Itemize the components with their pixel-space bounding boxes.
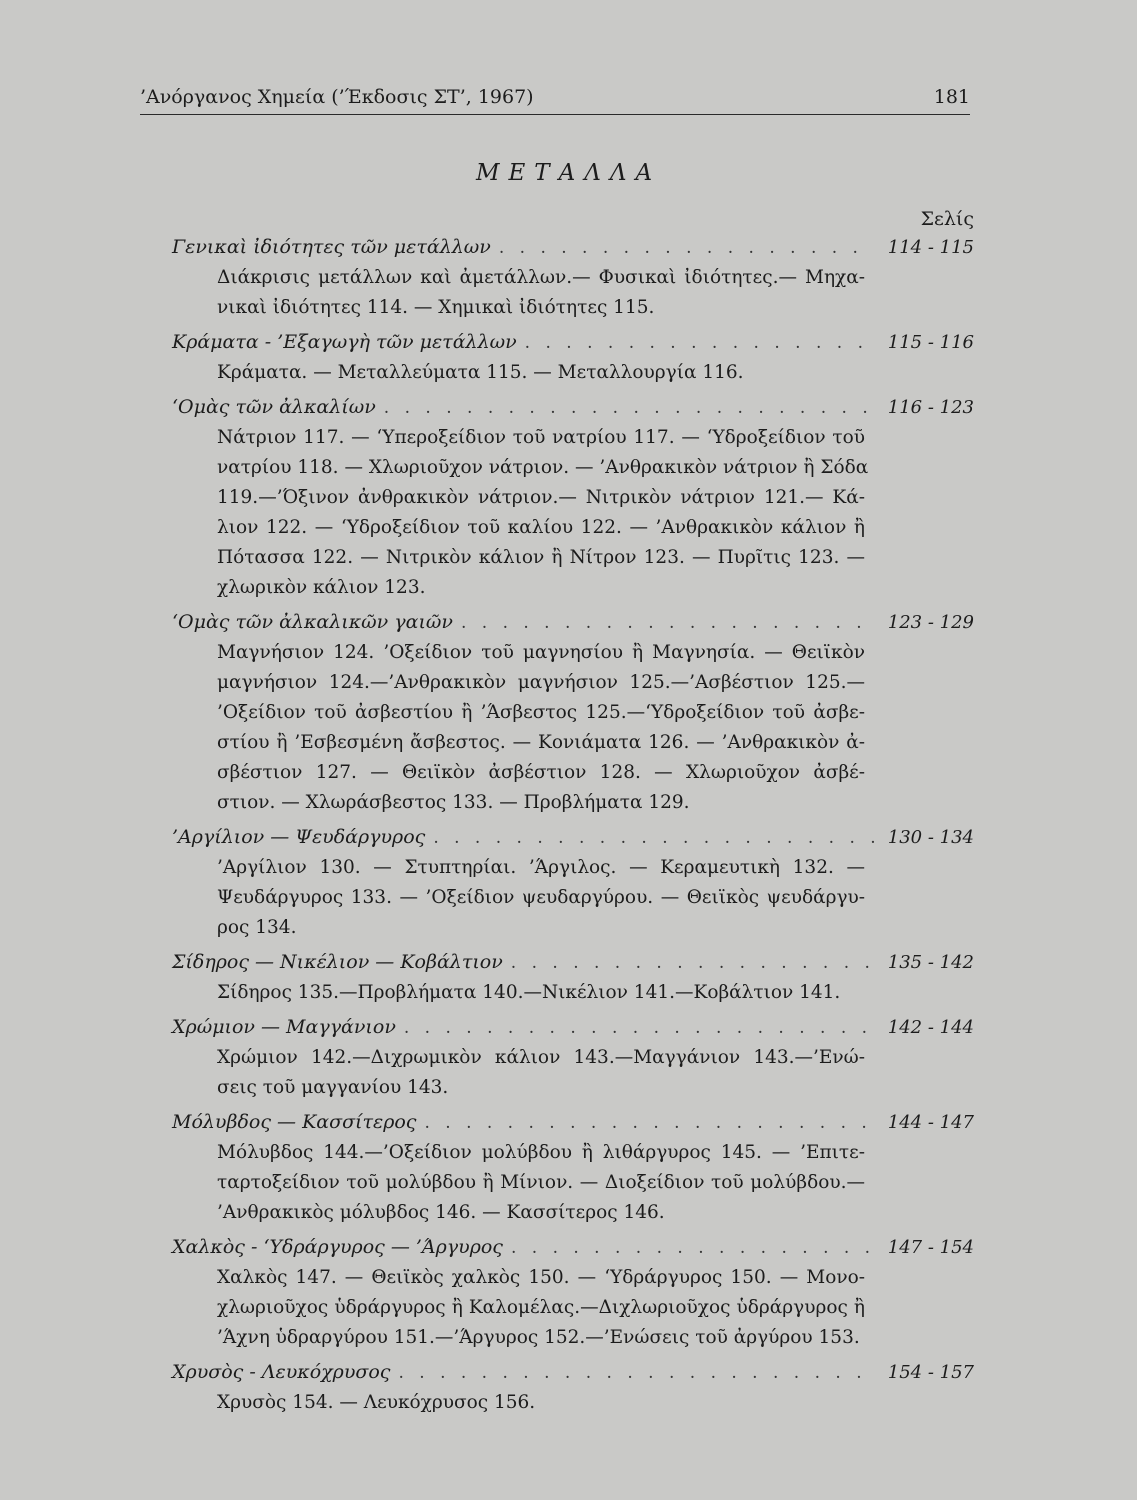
toc-heading-row — [172, 1111, 974, 1138]
toc-body-line: ’Άχνη ὑδραργύρου 151.—’Άργυρος 152.—’Ενώσεις τοῦ ἀργύρου 153. — [217, 1327, 860, 1348]
toc-heading-row — [172, 1236, 974, 1263]
toc-entry — [172, 1361, 974, 1418]
toc-heading: Σίδηρος — Νικέλιον — Κοβάλτιον — [172, 951, 503, 973]
leader-dots — [499, 238, 874, 258]
toc-entry-body — [172, 1263, 865, 1353]
toc-heading: Κράματα - ’Εξαγωγὴ τῶν μετάλλων — [172, 331, 517, 353]
toc-heading: ‘Ομὰς τῶν ἀλκαλικῶν γαιῶν — [172, 611, 453, 633]
toc-page-range: 135 - 142 — [887, 952, 974, 973]
toc-body-line: Σίδηρος 135.—Προβλήματα 140.—Νικέλιον 141.—Κοβάλτιον 141. — [217, 982, 841, 1003]
toc-entry — [172, 826, 974, 943]
pages-column-label: Σελίς — [920, 208, 974, 230]
section-title: ΜΕΤΑΛΛΑ — [475, 160, 662, 186]
toc-body-line: μαγνήσιον 124.—’Ανθρακικὸν μαγνήσιον 125.—’Ασβέστιον 125.— — [217, 672, 865, 693]
toc-page-range: 114 - 115 — [887, 237, 974, 258]
toc-heading: ‘Ομὰς τῶν ἀλκαλίων — [172, 396, 376, 418]
toc-page-range: 147 - 154 — [887, 1237, 974, 1258]
toc-entry-body — [172, 1138, 865, 1228]
toc-page-range: 123 - 129 — [887, 612, 974, 633]
toc-heading: Μόλυβδος — Κασσίτερος — [172, 1111, 417, 1133]
toc-heading-row — [172, 951, 974, 978]
toc-heading-row — [172, 826, 974, 853]
toc-body-line: ’Οξείδιον τοῦ ἀσβεστίου ἢ ’Άσβεστος 125.—‘Υδροξείδιον τοῦ ἀσβε- — [217, 702, 865, 723]
toc-entry — [172, 396, 974, 603]
toc-entry — [172, 331, 974, 388]
toc-body-line: χλωριοῦχος ὑδράργυρος ἢ Καλομέλας.—Διχλωριοῦχος ὑδράργυρος ἢ — [217, 1297, 865, 1318]
leader-dots — [511, 953, 874, 973]
toc-heading: Χαλκὸς - ‘Υδράργυρος — ’Άργυρος — [172, 1236, 503, 1258]
toc-page-range: 115 - 116 — [887, 332, 974, 353]
toc-body-line: σβέστιον 127. — Θειϊκὸν ἀσβέστιον 128. — Χλωριοῦχον ἀσβέ- — [217, 762, 865, 783]
leader-dots — [433, 828, 874, 848]
toc-body-line: 119.—’Όξινον ἀνθρακικὸν νάτριον.— Νιτρικὸν νάτριον 121.— Κά- — [217, 487, 865, 508]
leader-dots — [424, 1113, 874, 1133]
leader-dots — [511, 1238, 874, 1258]
toc-entry-body — [172, 263, 865, 323]
toc-entry-body — [172, 358, 865, 388]
toc-entry-body — [172, 978, 865, 1008]
toc-page-range: 144 - 147 — [887, 1112, 974, 1133]
toc-body-line: Κράματα. — Μεταλλεύματα 115. — Μεταλλουργία 116. — [217, 362, 744, 383]
toc-entry-body — [172, 1388, 865, 1418]
toc-entry-body — [172, 638, 865, 818]
toc-entry — [172, 611, 974, 818]
toc-body-line: χλωρικὸν κάλιον 123. — [217, 577, 426, 598]
running-head-title: ’Ανόργανος Χημεία (’Έκδοσις ΣΤ’, 1967) — [140, 86, 534, 108]
toc-heading-row — [172, 1016, 974, 1043]
toc-heading-row — [172, 331, 974, 358]
table-of-contents — [172, 236, 974, 1426]
toc-entry-body — [172, 423, 869, 603]
toc-body-line: Πότασσα 122. — Νιτρικὸν κάλιον ἢ Νίτρον 123. — Πυρῖτις 123. — — [217, 547, 865, 568]
toc-heading: Χρώμιον — Μαγγάνιον — [172, 1016, 396, 1038]
toc-entry — [172, 1236, 974, 1353]
toc-entry — [172, 951, 974, 1008]
toc-body-line: λιον 122. — ‘Υδροξείδιον τοῦ καλίου 122. — ’Ανθρακικὸν κάλιον ἢ — [217, 517, 865, 538]
toc-body-line: στιον. — Χλωράσβεστος 133. — Προβλήματα 129. — [217, 792, 690, 813]
toc-body-line: νατρίου 118. — Χλωριοῦχον νάτριον. — ’Ανθρακικὸν νάτριον ἢ Σόδα — [217, 457, 869, 478]
toc-body-line: Διάκρισις μετάλλων καὶ ἀμετάλλων.— Φυσικαὶ ἰδιότητες.— Μηχα- — [217, 267, 865, 288]
toc-entry — [172, 1016, 974, 1103]
toc-body-line: Χρυσὸς 154. — Λευκόχρυσος 156. — [217, 1392, 536, 1413]
toc-body-line: Μόλυβδος 144.—’Οξείδιον μολύβδου ἢ λιθάργυρος 145. — ’Επιτε- — [217, 1142, 865, 1163]
leader-dots — [384, 398, 874, 418]
running-head — [140, 86, 970, 115]
toc-body-line: ρος 134. — [217, 917, 297, 938]
toc-body-line: ’Αργίλιον 130. — Στυπτηρίαι. ’Άργιλος. — Κεραμευτικὴ 132. — — [217, 857, 865, 878]
toc-entry-body — [172, 853, 865, 943]
toc-body-line: Νάτριον 117. — ‘Υπεροξείδιον τοῦ νατρίου 117. — ‘Υδροξείδιον τοῦ — [217, 427, 865, 448]
toc-body-line: Χρώμιον 142.—Διχρωμικὸν κάλιον 143.—Μαγγάνιον 143.—’Ενώ- — [217, 1047, 865, 1068]
toc-heading-row — [172, 611, 974, 638]
toc-entry — [172, 1111, 974, 1228]
toc-page-range: 130 - 134 — [887, 827, 974, 848]
toc-body-line: νικαὶ ἰδιότητες 114. — Χημικαὶ ἰδιότητες 115. — [217, 297, 655, 318]
leader-dots — [461, 613, 874, 633]
toc-entry-body — [172, 1043, 865, 1103]
toc-entry — [172, 236, 974, 323]
toc-body-line: Μαγνήσιον 124. ’Οξείδιον τοῦ μαγνησίου ἢ Μαγνησία. — Θειϊκὸν — [217, 642, 865, 663]
toc-body-line: ’Ανθρακικὸς μόλυβδος 146. — Κασσίτερος 146. — [217, 1202, 665, 1223]
toc-heading-row — [172, 1361, 974, 1388]
leader-dots — [404, 1018, 874, 1038]
leader-dots — [525, 333, 874, 353]
toc-heading: Χρυσὸς - Λευκόχρυσος — [172, 1361, 391, 1383]
toc-page-range: 116 - 123 — [887, 397, 974, 418]
toc-body-line: Ψευδάργυρος 133. — ’Οξείδιον ψευδαργύρου. — Θειϊκὸς ψευδάργυ- — [217, 887, 865, 908]
toc-body-line: σεις τοῦ μαγγανίου 143. — [217, 1077, 449, 1098]
toc-body-line: στίου ἢ ’Εσβεσμένη ἄσβεστος. — Κονιάματα 126. — ’Ανθρακικὸν ἀ- — [217, 732, 865, 753]
leader-dots — [398, 1363, 874, 1383]
toc-body-line: Χαλκὸς 147. — Θειϊκὸς χαλκὸς 150. — ‘Υδράργυρος 150. — Μονο- — [217, 1267, 865, 1288]
toc-page-range: 154 - 157 — [887, 1362, 974, 1383]
toc-heading: ’Αργίλιον — Ψευδάργυρος — [172, 826, 426, 848]
toc-heading: Γενικαὶ ἰδιότητες τῶν μετάλλων — [172, 236, 491, 258]
toc-heading-row — [172, 396, 974, 423]
toc-page-range: 142 - 144 — [887, 1017, 974, 1038]
page-number: 181 — [933, 86, 970, 108]
toc-body-line: ταρτοξείδιον τοῦ μολύβδου ἢ Μίνιον. — Διοξείδιον τοῦ μολύβδου.— — [217, 1172, 865, 1193]
toc-heading-row — [172, 236, 974, 263]
